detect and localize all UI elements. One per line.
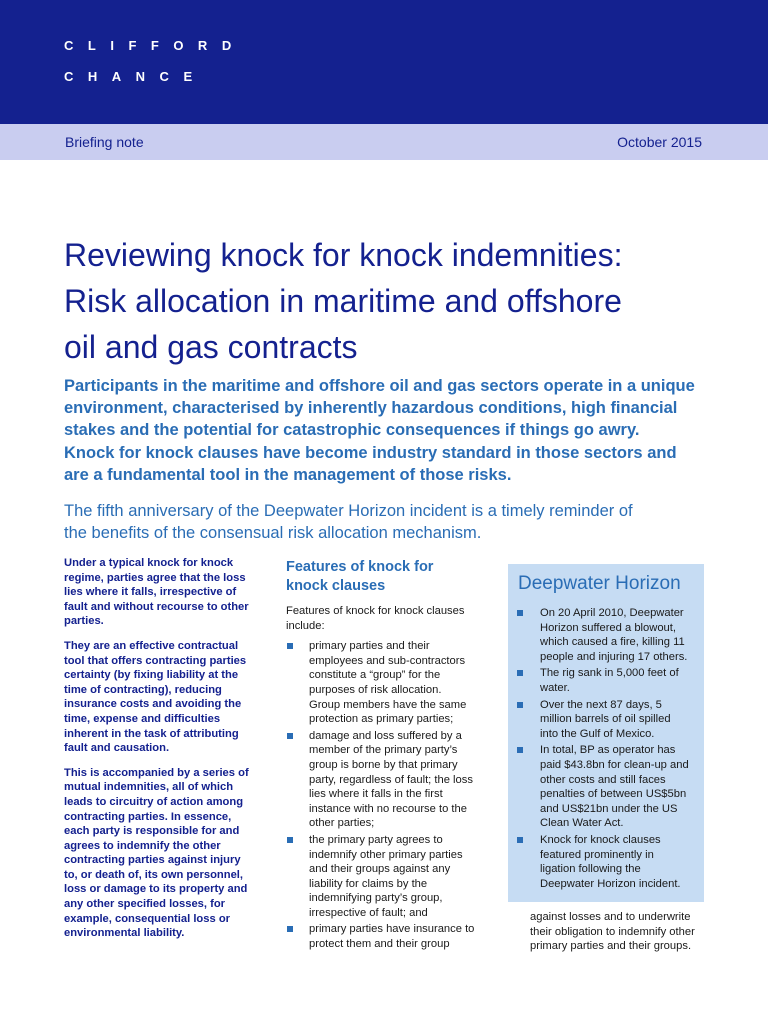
text-line: fault and without recourse to other bbox=[64, 600, 249, 613]
text-line: parties. bbox=[64, 615, 104, 628]
text-line: the primary party agrees to bbox=[309, 833, 443, 846]
intro-line: are a fundamental tool in the management of those risks. bbox=[64, 465, 512, 484]
heading-line: Features of knock for bbox=[286, 559, 434, 575]
left-paragraph bbox=[64, 766, 264, 941]
bullet-square-icon bbox=[517, 837, 523, 843]
intro-line: Knock for knock clauses have become industry standard in those sectors and bbox=[64, 443, 677, 462]
left-column bbox=[64, 556, 264, 951]
heading-line: knock clauses bbox=[286, 578, 386, 594]
text-line: primary parties and their groups. bbox=[530, 940, 692, 953]
page-title bbox=[64, 232, 724, 370]
text-line: ligation following the bbox=[540, 863, 641, 876]
text-line: include: bbox=[286, 619, 325, 632]
list-item bbox=[515, 743, 701, 831]
title-line: Risk allocation in maritime and offshore bbox=[64, 283, 622, 319]
text-line: protection as primary parties; bbox=[309, 713, 454, 726]
briefing-date: October 2015 bbox=[617, 134, 702, 150]
title-line: Reviewing knock for knock indemnities: bbox=[64, 237, 623, 273]
list-item bbox=[286, 729, 486, 831]
text-line: party, regardless of fault; the loss bbox=[309, 773, 473, 786]
text-line: Features of knock for knock clauses bbox=[286, 605, 465, 617]
text-line: other costs and still faces bbox=[540, 773, 666, 786]
text-line: liability for claims by the bbox=[309, 877, 428, 890]
text-line: million barrels of oil spilled bbox=[540, 713, 671, 726]
text-line: against losses and to underwrite bbox=[530, 911, 691, 923]
text-line: primary parties and their bbox=[309, 640, 430, 653]
text-line: featured prominently in bbox=[540, 848, 654, 861]
text-line: to, or death of, its own personnel, bbox=[64, 868, 244, 881]
briefing-label: Briefing note bbox=[65, 134, 144, 150]
text-line: In total, BP as operator has bbox=[540, 744, 676, 757]
bullet-square-icon bbox=[517, 702, 523, 708]
text-line: penalties of between US$5bn bbox=[540, 788, 687, 801]
intro-line: Participants in the maritime and offshore oil and gas sectors operate in a unique bbox=[64, 377, 695, 395]
text-line: and their groups against any bbox=[309, 863, 451, 876]
text-line: leads to circuitry of action among bbox=[64, 795, 244, 808]
text-line: fault and causation. bbox=[64, 742, 170, 755]
text-line: indemnify other primary parties bbox=[309, 848, 463, 861]
list-item bbox=[515, 666, 701, 695]
text-line: indemnifying party’s group, bbox=[309, 892, 443, 905]
text-line: Clean Water Act. bbox=[540, 817, 624, 830]
text-line: certainty (by fixing liability at the bbox=[64, 669, 239, 682]
text-line: environmental liability. bbox=[64, 927, 185, 940]
list-item bbox=[515, 698, 701, 742]
text-line: Group members have the same bbox=[309, 698, 467, 711]
text-line: paid $43.8bn for clean-up and bbox=[540, 758, 689, 771]
text-line: regime, parties agree that the loss bbox=[64, 571, 246, 584]
text-line: contracting parties against injury bbox=[64, 854, 241, 867]
text-line: Knock for knock clauses bbox=[540, 833, 661, 846]
text-line: inherent in the task of attributing bbox=[64, 727, 239, 740]
deepwater-horizon-box bbox=[508, 564, 704, 902]
text-line: employees and sub-contractors bbox=[309, 654, 466, 667]
text-line: each party is responsible for and bbox=[64, 825, 240, 838]
text-line: This is accompanied by a series of bbox=[64, 766, 249, 779]
bullet-square-icon bbox=[287, 837, 293, 843]
text-line: lies where it falls in the first bbox=[309, 788, 443, 801]
text-line: Under a typical knock for knock bbox=[64, 557, 234, 569]
text-line: loss or damage to its property and bbox=[64, 883, 248, 896]
intro-second-paragraph bbox=[64, 500, 744, 544]
intro-line: environment, characterised by inherently hazardous conditions, high financial bbox=[64, 399, 678, 418]
text-line: time, expense and difficulties bbox=[64, 712, 221, 725]
text-line: and US$21bn under the US bbox=[540, 802, 678, 815]
bullet-square-icon bbox=[517, 747, 523, 753]
text-line: On 20 April 2010, Deepwater bbox=[540, 607, 684, 619]
left-paragraph bbox=[64, 639, 264, 756]
text-line: other parties; bbox=[309, 817, 375, 830]
text-line: tool that offers contracting parties bbox=[64, 654, 247, 667]
text-line: Over the next 87 days, 5 bbox=[540, 698, 662, 711]
text-line: their obligation to indemnify other bbox=[530, 925, 695, 938]
text-line: into the Gulf of Mexico. bbox=[540, 727, 655, 740]
list-item bbox=[286, 833, 486, 921]
text-line: Deepwater Horizon incident. bbox=[540, 877, 681, 890]
intro-line: stakes and the potential for catastrophic consequences if things go awry. bbox=[64, 421, 640, 440]
right-continuation-text bbox=[530, 910, 710, 954]
header-band bbox=[0, 0, 768, 124]
features-column bbox=[286, 558, 486, 954]
bullet-square-icon bbox=[517, 670, 523, 676]
features-heading bbox=[286, 558, 486, 596]
intro-line: the benefits of the consensual risk allocation mechanism. bbox=[64, 524, 482, 543]
text-line: mutual indemnities, all of which bbox=[64, 781, 234, 794]
list-item bbox=[515, 606, 701, 664]
intro-paragraph bbox=[64, 375, 744, 486]
bullet-square-icon bbox=[287, 926, 293, 932]
text-line: Horizon suffered a blowout, bbox=[540, 621, 676, 634]
text-line: contracting parties. In essence, bbox=[64, 810, 232, 823]
logo-chance: CHANCE bbox=[64, 69, 207, 84]
text-line: primary parties have insurance to bbox=[309, 923, 475, 936]
logo-clifford: CLIFFORD bbox=[64, 38, 246, 53]
text-line: example, consequential loss or bbox=[64, 912, 231, 925]
text-line: damage and loss suffered by a bbox=[309, 729, 462, 742]
text-line: purposes of risk allocation. bbox=[309, 683, 442, 696]
features-list bbox=[286, 639, 486, 951]
text-line: which caused a fire, killing 11 bbox=[540, 636, 685, 649]
text-line: member of the primary party’s bbox=[309, 744, 458, 757]
box-list bbox=[515, 606, 701, 893]
text-line: people and injuring 17 others. bbox=[540, 650, 688, 663]
text-line: The rig sank in 5,000 feet of bbox=[540, 667, 679, 680]
text-line: lies where it falls, irrespective of bbox=[64, 586, 237, 599]
text-line: insurance costs and avoiding the bbox=[64, 698, 242, 711]
bullet-square-icon bbox=[287, 643, 293, 649]
text-line: group is borne by that primary bbox=[309, 758, 458, 771]
features-intro bbox=[286, 604, 486, 633]
text-line: irrespective of fault; and bbox=[309, 906, 428, 919]
bullet-square-icon bbox=[287, 733, 293, 739]
left-paragraph bbox=[64, 556, 264, 629]
text-line: water. bbox=[540, 681, 570, 694]
briefing-band bbox=[0, 124, 768, 160]
text-line: constitute a “group” for the bbox=[309, 669, 441, 682]
title-line: oil and gas contracts bbox=[64, 329, 358, 365]
list-item bbox=[515, 833, 701, 891]
list-item bbox=[286, 922, 486, 951]
text-line: They are an effective contractual bbox=[64, 639, 239, 652]
text-line: time of contracting), reducing bbox=[64, 683, 222, 696]
text-line: agrees to indemnify the other bbox=[64, 839, 221, 852]
list-item bbox=[286, 639, 486, 727]
text-line: any other specified losses, for bbox=[64, 898, 226, 911]
intro-line: The fifth anniversary of the Deepwater Horizon incident is a timely reminder of bbox=[64, 502, 633, 520]
text-line: protect them and their group bbox=[309, 938, 450, 951]
box-title: Deepwater Horizon bbox=[518, 573, 681, 594]
text-line: instance with no recourse to the bbox=[309, 802, 467, 815]
bullet-square-icon bbox=[517, 610, 523, 616]
